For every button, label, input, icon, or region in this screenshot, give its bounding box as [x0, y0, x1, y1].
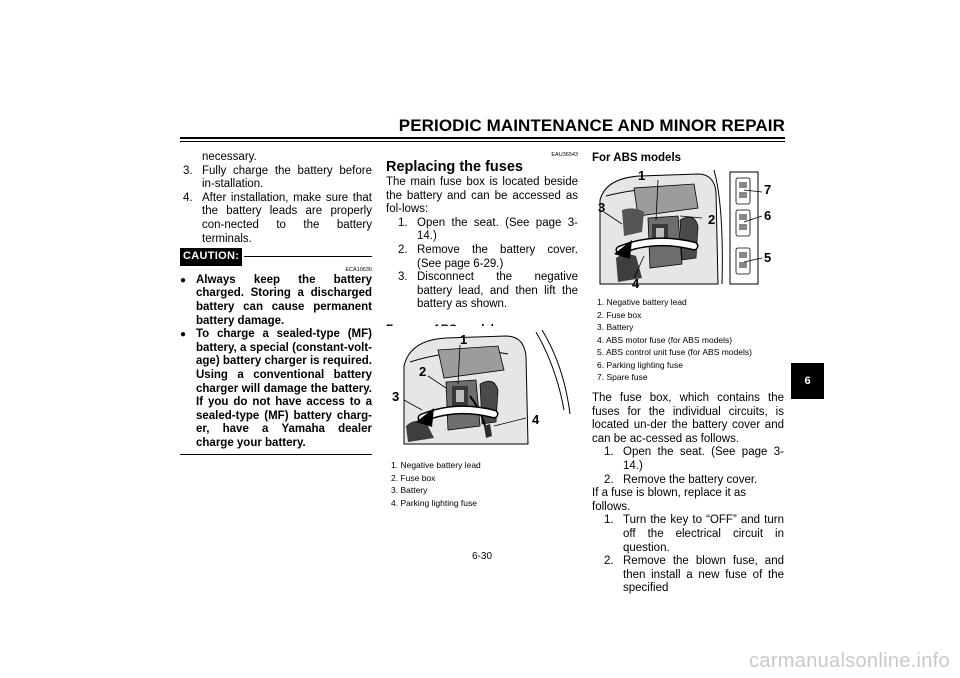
figure-label: 4: [532, 412, 540, 427]
figure-label: 6: [764, 208, 772, 223]
page-header-title: PERIODIC MAINTENANCE AND MINOR REPAIR: [398, 116, 785, 135]
paragraph: If a fuse is blown, replace it as follows.: [592, 487, 747, 513]
bullet-icon: ●: [180, 329, 187, 341]
list-item: 1. Open the seat. (See page 3-14.): [398, 216, 578, 243]
caution-label: CAUTION:: [180, 248, 242, 266]
figure-label: 5: [764, 250, 772, 265]
legend-item: 2. Fuse box: [391, 472, 436, 483]
chapter-tab: 6: [791, 363, 824, 399]
fuse-instructions: [592, 392, 784, 596]
legend-item: 6. Parking lighting fuse: [597, 359, 683, 370]
legend-non-abs: [391, 459, 576, 509]
header-rule-thin: [180, 141, 785, 142]
legend-item: 4. ABS motor fuse (for ABS models): [597, 334, 733, 345]
legend-item: 1. Negative battery lead: [391, 460, 481, 470]
figure-label: 4: [632, 276, 640, 290]
caution-item: ● To charge a sealed-type (MF) battery, a special (constant-volt-age) battery charger is required. Using a conventional battery charger will damage the battery. If you do not have access to a sealed-type (MF) battery charg-er, have a Yamaha dealer charge your battery.: [180, 328, 372, 449]
figure-label: 2: [708, 212, 716, 227]
bullet-icon: ●: [180, 274, 187, 286]
legend-item: 3. Battery: [597, 322, 634, 332]
continued-text: necessary.: [202, 151, 257, 163]
list-item: 2. Remove the blown fuse, and then install a new fuse of the specified: [604, 555, 784, 595]
subheading-abs: For ABS models: [592, 152, 682, 164]
list-item: 3. Disconnect the negative battery lead, and then lift the battery as shown.: [398, 271, 578, 311]
caution-item: ● Always keep the battery charged. Storing a discharged battery can cause permanent battery damage.: [180, 273, 372, 327]
section-heading: Replacing the fuses: [386, 159, 523, 175]
list-item: 1. Turn the key to “OFF” and turn off the electrical circuit in question.: [604, 514, 784, 554]
section-code: EAU36543: [551, 152, 578, 158]
figure-label: 1: [638, 168, 646, 183]
legend-item: 7. Spare fuse: [597, 372, 648, 382]
figure-label: 2: [419, 364, 427, 379]
figure-non-abs: [386, 326, 578, 450]
header-rule: [180, 137, 785, 139]
legend-item: 5. ABS control unit fuse (for ABS models): [597, 347, 752, 357]
list-item: 4. After installation, make sure that the battery leads are properly con-nected to the battery terminals.: [183, 191, 372, 245]
legend-item: 4. Parking lighting fuse: [391, 497, 477, 508]
list-item: 2. Remove the battery cover. (See page 6-29.): [398, 243, 578, 270]
legend-abs: [597, 296, 787, 384]
watermark: carmanualsonline.info: [749, 650, 950, 672]
caution-code: ECA10630: [345, 266, 372, 273]
paragraph: The fuse box, which contains the fuses for the individual circuits, is located un-der the battery cover and can be ac-cessed as follows.: [592, 392, 784, 445]
legend-item: 3. Battery: [391, 485, 428, 495]
list-item: 2. Remove the battery cover.: [604, 473, 758, 486]
figure-label: 3: [392, 389, 400, 404]
caution-end-rule: [180, 454, 372, 455]
intro-paragraph: The main fuse box is located beside the battery and can be accessed as fol-lows:: [386, 176, 578, 216]
figure-label: 7: [764, 182, 772, 197]
column-left: [180, 151, 372, 455]
caution-rule: [244, 256, 372, 257]
figure-label: 1: [460, 332, 468, 347]
caution-header: [180, 248, 372, 266]
figure-abs: [594, 166, 786, 290]
legend-item: 1. Negative battery lead: [597, 297, 687, 307]
page-number: 6-30: [471, 551, 492, 562]
figure-label: 3: [598, 200, 606, 215]
list-item: 3. Fully charge the battery before in-stallation.: [183, 164, 372, 191]
column-middle: [386, 151, 578, 337]
column-right: [592, 151, 784, 165]
legend-item: 2. Fuse box: [597, 309, 642, 320]
list-item: 1. Open the seat. (See page 3-14.): [604, 446, 784, 472]
